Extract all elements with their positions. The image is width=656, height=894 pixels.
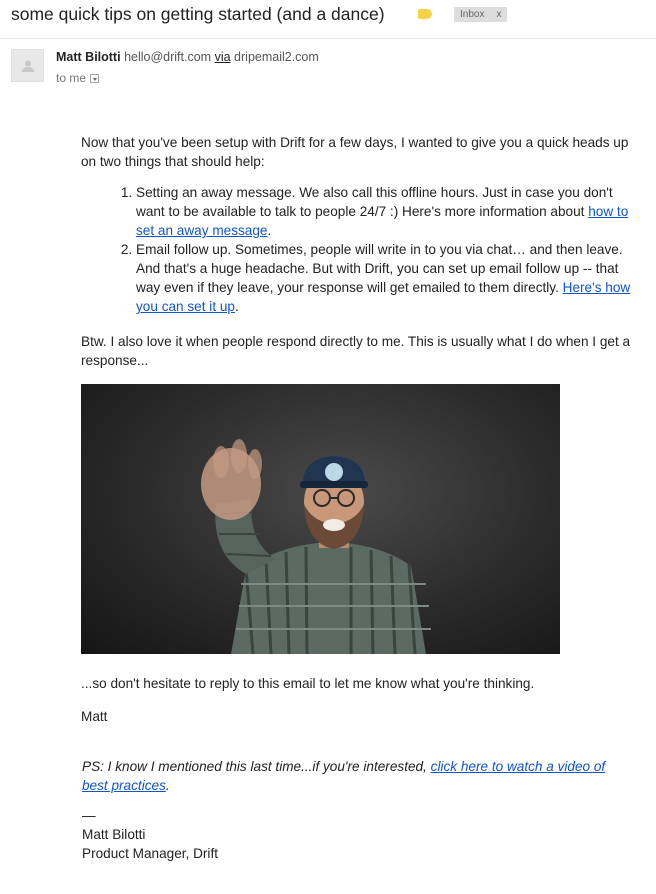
best-practices-video-link[interactable]: click here to watch a video of best practices: [82, 759, 606, 793]
dropdown-arrow-icon[interactable]: [90, 74, 99, 83]
signature-title: Product Manager, Drift: [82, 846, 218, 861]
sender-email: hello@drift.com: [124, 50, 212, 64]
tip-one-end: .: [267, 223, 272, 238]
setup-followup-link[interactable]: Here's how you can set it up: [136, 280, 631, 314]
inbox-label-text: Inbox: [460, 9, 485, 20]
tip-two-end: .: [235, 299, 239, 314]
reply-paragraph: ...so don't hesitate to reply to this email to let me know what you're thinking.: [81, 676, 535, 691]
signature-name: Matt Bilotti: [82, 827, 146, 842]
waving-gif-image: [81, 384, 560, 654]
remove-label-button[interactable]: x: [496, 9, 502, 20]
tip-two-text: Email follow up. Sometimes, people will write in to you via chat… and then leave. And that's a huge headache. But with Drift, you can set up email follow up -- that way even if they leave, your response will get emailed to them directly.: [136, 242, 623, 295]
list-item: [136, 183, 636, 240]
recipient-line: [56, 71, 99, 85]
signoff-name: Matt: [81, 709, 108, 724]
inbox-label-chip[interactable]: [454, 7, 507, 22]
sender-line: [56, 50, 319, 64]
subject-bar: [0, 0, 656, 39]
sender-name[interactable]: Matt Bilotti: [56, 50, 121, 64]
waving-man-illustration: [81, 384, 560, 654]
ps-paragraph: [82, 757, 630, 795]
list-item: [136, 240, 636, 316]
signature-divider: —: [82, 808, 96, 823]
label-tag-icon[interactable]: [418, 9, 432, 19]
person-icon: [21, 59, 35, 73]
btw-paragraph: Btw. I also love it when people respond directly to me. This is usually what I do when I get a response...: [81, 334, 631, 368]
via-link[interactable]: via: [214, 50, 231, 64]
email-body: [81, 133, 636, 316]
recipient-text: to me: [56, 71, 87, 85]
ps-text: PS: I know I mentioned this last time...if you're interested,: [82, 759, 431, 774]
intro-paragraph: Now that you've been setup with Drift for a few days, I wanted to give you a quick heads up on two things that should help:: [81, 135, 629, 169]
email-subject: some quick tips on getting started (and a dance): [11, 4, 385, 24]
tip-one-text: Setting an away message. We also call this offline hours. Just in case you don't want to be available to talk to people 24/7 :) Here's more information about: [136, 185, 613, 219]
away-message-link[interactable]: how to set an away message: [136, 204, 629, 238]
via-domain: dripemail2.com: [234, 50, 319, 64]
ps-end: .: [165, 778, 170, 793]
tips-list: [81, 183, 636, 316]
avatar[interactable]: [11, 49, 44, 82]
